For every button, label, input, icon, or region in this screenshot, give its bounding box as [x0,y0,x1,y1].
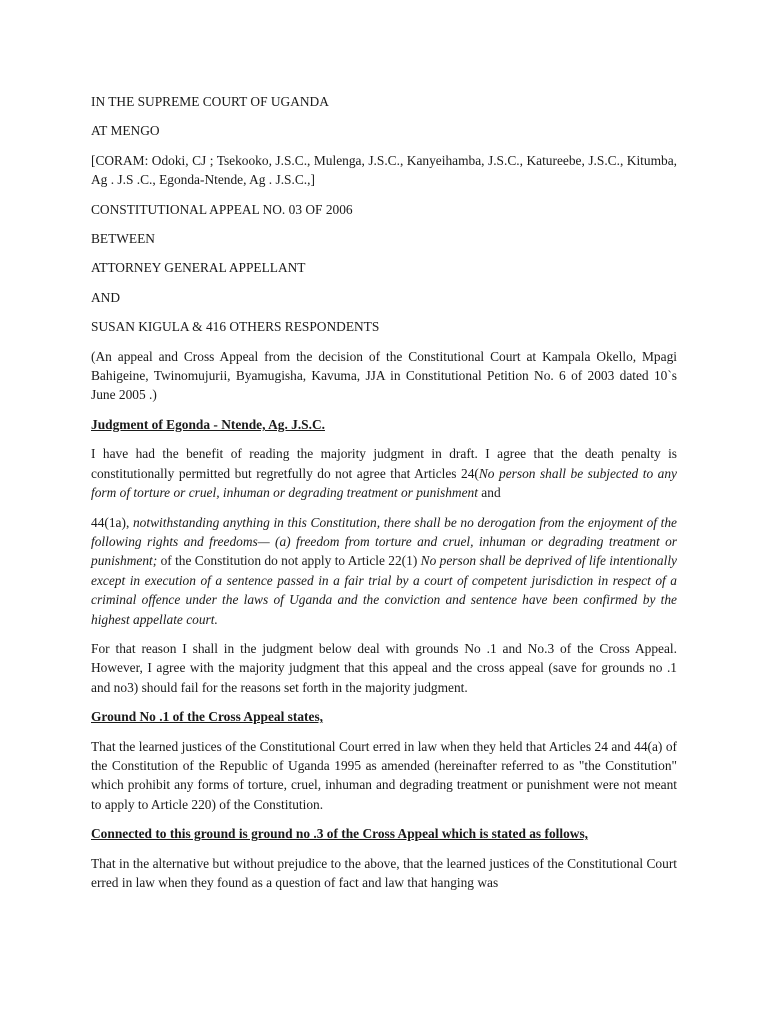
appeal-note: (An appeal and Cross Appeal from the decision of the Constitutional Court at Kampala Okello, Mpagi Bahigeine, Twinomujurii, Byamugisha, Kavuma, JJA in Constitutional Petition No. 6 of 2003 dated 10`s June 2005 .) [91,348,677,403]
ground-3-heading [91,824,677,843]
ground-3-heading-text: Connected to this ground is ground no .3 of the Cross Appeal which is stated as follows, [91,826,589,842]
paragraph-1-article-24-quote: No person shall be subjected to any form of torture or cruel, inhuman or degrading treatment or punishment [91,465,677,501]
court-title: IN THE SUPREME COURT OF UGANDA [91,94,329,109]
between-label: BETWEEN [91,231,155,247]
respondents-line: SUSAN KIGULA & 416 OTHERS RESPONDENTS [91,319,380,335]
paragraph-1-text-a: I have had the benefit of reading the majority judgment in draft. I agree that the death penalty is constitutionally permitted but regretfully do not agree that Articles 24( [91,446,677,481]
paragraph-2-article-44-quote: notwithstanding anything in this Constitution, there shall be no derogation from the enjoyment of the following rights and freedoms— (a) freedom from torture and cruel, inhuman or degrading treatment or punishment; [91,514,677,569]
court-location: AT MENGO [91,123,160,139]
ground-1-heading-text: Ground No .1 of the Cross Appeal states, [91,709,324,725]
paragraph-1-text-b: and [477,485,501,501]
ground-1-heading [91,707,677,726]
case-number: CONSTITUTIONAL APPEAL NO. 03 OF 2006 [91,201,353,217]
and-label: AND [91,289,121,305]
paragraph-2 [91,513,677,629]
document-page [91,92,677,902]
coram-list: [CORAM: Odoki, CJ ; Tsekooko, J.S.C., Mulenga, J.S.C., Kanyeihamba, J.S.C., Katureebe, J.S.C., Kitumba, Ag . J.S .C., Egonda-Ntende, Ag . J.S.C.,] [91,152,677,188]
paragraph-1 [91,444,677,502]
paragraph-2-article-22-quote: No person shall be deprived of life intentionally except in execution of a sentence passed in a fair trial by a court of competent jurisdiction in respect of a criminal offence under the laws of Uganda and the conviction and sentence have been confirmed by the highest appellate court. [91,553,677,627]
ground-1-text: That the learned justices of the Constitutional Court erred in law when they held that Articles 24 and 44(a) of the Constitution of the Republic of Uganda 1995 as amended (hereinafter referred to as "the Constitution" which prohibit any forms of torture, cruel, inhuman and degrading treatment or punishment were not meant to apply to Article 220) of the Constitution. [91,738,677,812]
judgment-heading-text: Judgment of Egonda - Ntende, Ag. J.S.C. [91,416,325,432]
paragraph-2-text-b: of the Constitution do not apply to Article 22(1) [157,553,421,569]
paragraph-2-text-a: 44(1a), [91,514,133,530]
ground-3-text: That in the alternative but without prejudice to the above, that the learned justices of the Constitutional Court erred in law when they found as a question of fact and law that hanging was [91,855,677,890]
judgment-heading [91,415,677,434]
paragraph-3: For that reason I shall in the judgment below deal with grounds No .1 and No.3 of the Cross Appeal. However, I agree with the majority judgment that this appeal and the cross appeal (save for grounds no .1 and no3) should fail for the reasons set forth in the majority judgment. [91,640,677,695]
appellant-line: ATTORNEY GENERAL APPELLANT [91,260,306,276]
